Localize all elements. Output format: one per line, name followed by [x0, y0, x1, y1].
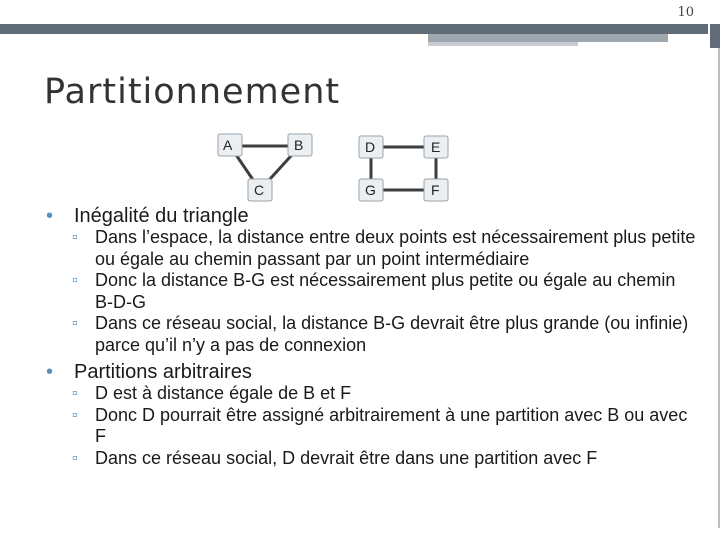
- node-a: [218, 134, 242, 156]
- node-f: [424, 179, 448, 201]
- node-g: [359, 179, 383, 201]
- node-b-label: B: [294, 137, 304, 153]
- sub-bullet: ▫ Dans ce réseau social, la distance B-G devrait être plus grande (ou infinie) parce qu’il n’y a pas de connexion: [58, 313, 698, 356]
- page-number: 10: [677, 5, 694, 20]
- node-e-label: E: [431, 139, 441, 155]
- node-g-label: G: [365, 182, 376, 198]
- bullet-arbitrary-partitions: • Partitions arbitraires: [58, 362, 698, 383]
- bullet-triangle-inequality: • Inégalité du triangle: [58, 206, 698, 227]
- node-a-label: A: [223, 137, 233, 153]
- sub-bullet: ▫ Dans ce réseau social, D devrait être dans une partition avec F: [58, 448, 698, 470]
- node-c: [248, 179, 272, 201]
- slide-content: [58, 206, 698, 469]
- node-b: [288, 134, 312, 156]
- sub-bullet: ▫ D est à distance égale de B et F: [58, 383, 698, 405]
- node-c-label: C: [254, 182, 265, 198]
- node-f-label: F: [431, 182, 440, 198]
- sub-bullet: ▫ Donc D pourrait être assigné arbitrairement à une partition avec B ou avec F: [58, 405, 698, 448]
- node-d: [359, 136, 383, 158]
- sub-bullet: ▫ Donc la distance B-G est nécessairement plus petite ou égale au chemin B-D-G: [58, 270, 698, 313]
- node-e: [424, 136, 448, 158]
- sub-bullet: ▫ Dans l’espace, la distance entre deux points est nécessairement plus petite ou égale au chemin passant par un point intermédiaire: [58, 227, 698, 270]
- slide-title: Partitionnement: [44, 72, 341, 112]
- node-d-label: D: [365, 139, 376, 155]
